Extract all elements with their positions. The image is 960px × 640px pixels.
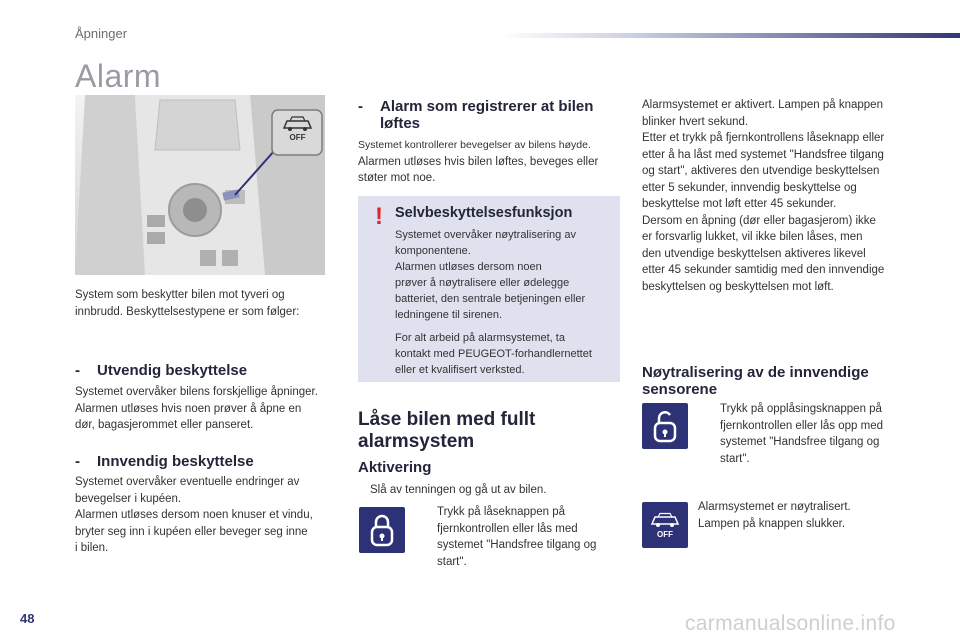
off-label: OFF bbox=[657, 529, 673, 539]
alarm-off-button-icon-box bbox=[642, 502, 688, 548]
noytral-heading: Nøytralisering av de innvendige sensorene bbox=[642, 364, 869, 398]
page-title: Alarm bbox=[75, 58, 162, 94]
noytral-result: Alarmsystemet er nøytralisert. Lampen på knappen slukker. bbox=[698, 501, 851, 530]
section-header: Åpninger bbox=[75, 26, 128, 41]
unlock-icon bbox=[652, 409, 678, 443]
lock-button-icon-box bbox=[359, 507, 405, 553]
innvendig-heading: - Innvendig beskyttelse bbox=[75, 453, 254, 470]
loftes-heading: - Alarm som registrerer at bilen løftes bbox=[358, 98, 594, 132]
warning-title: Selvbeskyttelsesfunksjon bbox=[395, 205, 573, 221]
utvendig-text: Systemet overvåker bilens forskjellige åpninger. Alarmen utløses hvis noen prøver å åpne en dør, bagasjerommet eller panseret. bbox=[75, 386, 318, 431]
header-bar bbox=[500, 33, 960, 38]
lase-heading: Låse bilen med fullt alarmsystem bbox=[358, 409, 536, 452]
right-column-text: Alarmsystemet er aktivert. Lampen på knappen blinker hvert sekund. Etter et trykk på fjernkontrollens låseknapp eller etter å ha låst med systemet "Handsfree tilgang og start", aktiveres den utvendige beskyttelsen etter 5 sekunder, innvendig beskyttelse og beskyttelse mot løft etter 45 sekunder. Dersom en åpning (dør eller bagasjerom) ikke er forsvarlig lukket, vil ikke bilen låses, men den utvendige beskyttelsen aktiveres likevel etter 45 sekunder samtidig med den innvendige beskyttelsen og beskyttelsen mot løft. bbox=[642, 99, 885, 293]
aktivering-heading: Aktivering bbox=[358, 459, 432, 476]
unlock-button-icon-box bbox=[642, 403, 688, 449]
noytral-step: Trykk på opplåsingsknappen på fjernkontrollen eller lås opp med systemet "Handsfree tilgang og start". bbox=[720, 403, 884, 465]
innvendig-text: Systemet overvåker eventuelle endringer av bevegelser i kupéen. Alarmen utløses dersom noen knuser et vindu, bryter seg inn i kupéen eller beveger seg inne i bilen. bbox=[75, 476, 313, 554]
lase-step2: Trykk på låseknappen på fjernkontrollen eller lås med systemet "Handsfree tilgang og start". bbox=[437, 506, 597, 568]
lase-step1: Slå av tenningen og gå ut av bilen. bbox=[370, 484, 547, 496]
car-alarm-off-icon bbox=[280, 115, 315, 147]
intro-text: System som beskytter bilen mot tyveri og innbrudd. Beskyttelsestypene er som følger: bbox=[75, 289, 300, 318]
loftes-text: Systemet kontrollerer bevegelser av bilens høyde. Alarmen utløses hvis bilen løftes, beveges eller støter mot noe. bbox=[358, 139, 599, 184]
page-number: 48 bbox=[20, 611, 35, 626]
console-illustration bbox=[75, 95, 325, 275]
lock-icon bbox=[369, 513, 395, 547]
warning-text: Systemet overvåker nøytralisering av komponentene. Alarmen utløses dersom noen prøver å nøytralisere eller ødelegge batteriet, den sentrale betjeningen eller ledningene til sirenen. For alt arbeid på alarmsystemet, ta kontakt med PEUGEOT-forhandlernettet eller et kvalifisert verksted. bbox=[395, 229, 592, 376]
warning-icon: ! bbox=[375, 203, 383, 230]
off-label: OFF bbox=[289, 133, 306, 142]
utvendig-heading: - Utvendig beskyttelse bbox=[75, 362, 248, 379]
car-alarm-off-icon bbox=[649, 512, 681, 528]
watermark: carmanualsonline.info bbox=[685, 612, 896, 635]
